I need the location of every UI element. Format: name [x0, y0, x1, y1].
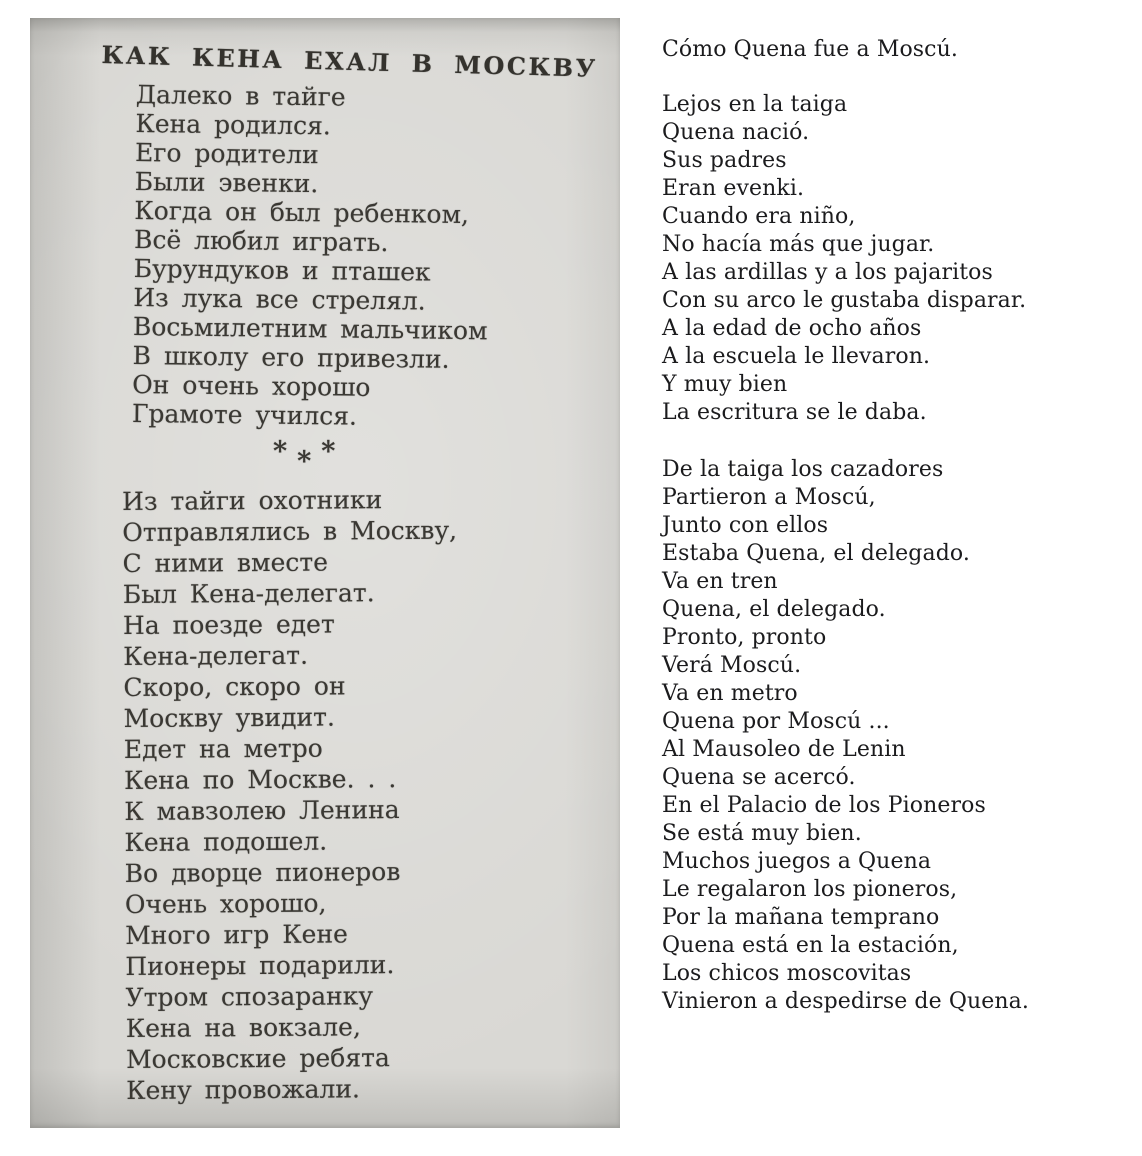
poem-line-spanish: Quena, el delegado.: [662, 597, 886, 622]
poem-line-spanish: Se está muy bien.: [662, 821, 862, 846]
poem-line-russian: Был Кена-делегат.: [122, 578, 375, 609]
poem-line-spanish: Estaba Quena, el delegado.: [662, 541, 970, 566]
poem-line-russian: Кена подошел.: [124, 826, 328, 857]
asterisk-glyph: *: [321, 436, 336, 467]
poem-line-spanish: Vinieron a despedirse de Quena.: [662, 989, 1029, 1014]
poem-line-russian: Восьмилетним мальчиком: [132, 311, 488, 346]
poem-line-russian: Отправлялись в Москву,: [122, 515, 458, 547]
poem-line-spanish: Pronto, pronto: [662, 625, 827, 650]
poem-line-spanish: La escritura se le daba.: [662, 400, 927, 425]
poem-line-russian: Москву увидит.: [123, 702, 336, 733]
poem-line-spanish: Los chicos moscovitas: [662, 961, 912, 986]
poem-line-russian: Его родители: [134, 137, 319, 170]
poem-line-spanish: Partieron a Moscú,: [662, 485, 876, 510]
poem-line-spanish: Quena está en la estación,: [662, 933, 959, 958]
translation-column: [662, 36, 1132, 1016]
poem-line-spanish: Lejos en la taiga: [662, 92, 848, 117]
poem-line-russian: Кена родился.: [135, 108, 332, 141]
scanned-book-page: [30, 18, 620, 1128]
poem-line-russian: Скоро, скоро он: [123, 671, 346, 702]
asterisk-glyph: *: [297, 446, 312, 477]
poem-line-spanish: Va en metro: [662, 681, 798, 706]
poem-line-russian: Пионеры подарили.: [125, 950, 395, 981]
poem-title-russian: КАК КЕНА ЕХАЛ В МОСКВУ: [101, 40, 598, 83]
poem-line-russian: Когда он был ребенком,: [134, 195, 470, 230]
russian-stanza-2: [122, 484, 461, 1106]
poem-line-russian: Бурундуков и пташек: [133, 253, 431, 287]
poem-line-spanish: Le regalaron los pioneros,: [662, 877, 958, 902]
poem-line-russian: Он очень хорошо: [132, 369, 371, 402]
poem-line-russian: Утром спозаранку: [125, 981, 374, 1012]
poem-line-spanish: De la taiga los cazadores: [662, 457, 944, 482]
spanish-stanza-1: [662, 91, 1132, 427]
poem-line-russian: Были эвенки.: [134, 166, 319, 199]
poem-line-spanish: Sus padres: [662, 148, 787, 173]
poem-line-spanish: Por la mañana temprano: [662, 905, 940, 930]
stanza-separator: [268, 436, 388, 477]
poem-line-russian: Кена по Москве. . .: [123, 764, 397, 795]
poem-line-russian: Кену провожали.: [126, 1074, 361, 1105]
poem-line-russian: С ними вместе: [122, 547, 329, 578]
poem-line-spanish: Cuando era niño,: [662, 204, 856, 229]
poem-line-spanish: Va en tren: [662, 569, 778, 594]
poem-line-russian: На поезде едет: [122, 609, 335, 640]
poem-line-spanish: A la edad de ocho años: [662, 316, 922, 341]
poem-line-russian: Кена на вокзале,: [125, 1012, 361, 1043]
poem-line-russian: Всё любил играть.: [133, 224, 389, 258]
poem-line-russian: Много игр Кене: [125, 919, 348, 950]
poem-line-spanish: Quena por Moscú ...: [662, 709, 890, 734]
poem-line-spanish: A las ardillas y a los pajaritos: [662, 260, 993, 285]
poem-line-russian: Едет на метро: [123, 733, 323, 764]
poem-line-russian: Московские ребята: [125, 1043, 390, 1074]
poem-line-spanish: Verá Moscú.: [662, 653, 802, 678]
poem-title-spanish: Cómo Quena fue a Moscú.: [662, 37, 958, 62]
poem-line-spanish: Quena se acercó.: [662, 765, 856, 790]
poem-line-spanish: Junto con ellos: [662, 513, 829, 538]
poem-line-spanish: Muchos juegos a Quena: [662, 849, 932, 874]
poem-line-russian: К мавзолею Ленина: [124, 795, 400, 826]
poem-line-russian: Из лука все стрелял.: [133, 282, 426, 316]
poem-line-spanish: En el Palacio de los Pioneros: [662, 793, 986, 818]
poem-line-russian: Далеко в тайге: [135, 80, 346, 112]
poem-line-russian: В школу его привезли.: [132, 340, 450, 374]
poem-line-russian: Кена-делегат.: [123, 640, 309, 671]
spanish-stanza-2: [662, 456, 1132, 1016]
poem-line-spanish: Eran evenki.: [662, 176, 805, 201]
poem-line-spanish: A la escuela le llevaron.: [662, 344, 931, 369]
poem-line-spanish: Y muy bien: [662, 372, 788, 397]
asterisk-glyph: *: [273, 436, 288, 467]
poem-line-russian: Из тайги охотники: [122, 485, 383, 516]
poem-line-spanish: Al Mausoleo de Lenin: [662, 737, 906, 762]
poem-line-spanish: Quena nació.: [662, 120, 810, 145]
poem-line-russian: Во дворце пионеров: [124, 857, 401, 888]
poem-line-russian: Очень хорошо,: [124, 888, 327, 919]
poem-line-russian: Грамоте учился.: [131, 398, 358, 431]
russian-stanza-1: [132, 80, 491, 432]
poem-line-spanish: No hacía más que jugar.: [662, 232, 935, 257]
poem-line-spanish: Con su arco le gustaba disparar.: [662, 288, 1027, 313]
